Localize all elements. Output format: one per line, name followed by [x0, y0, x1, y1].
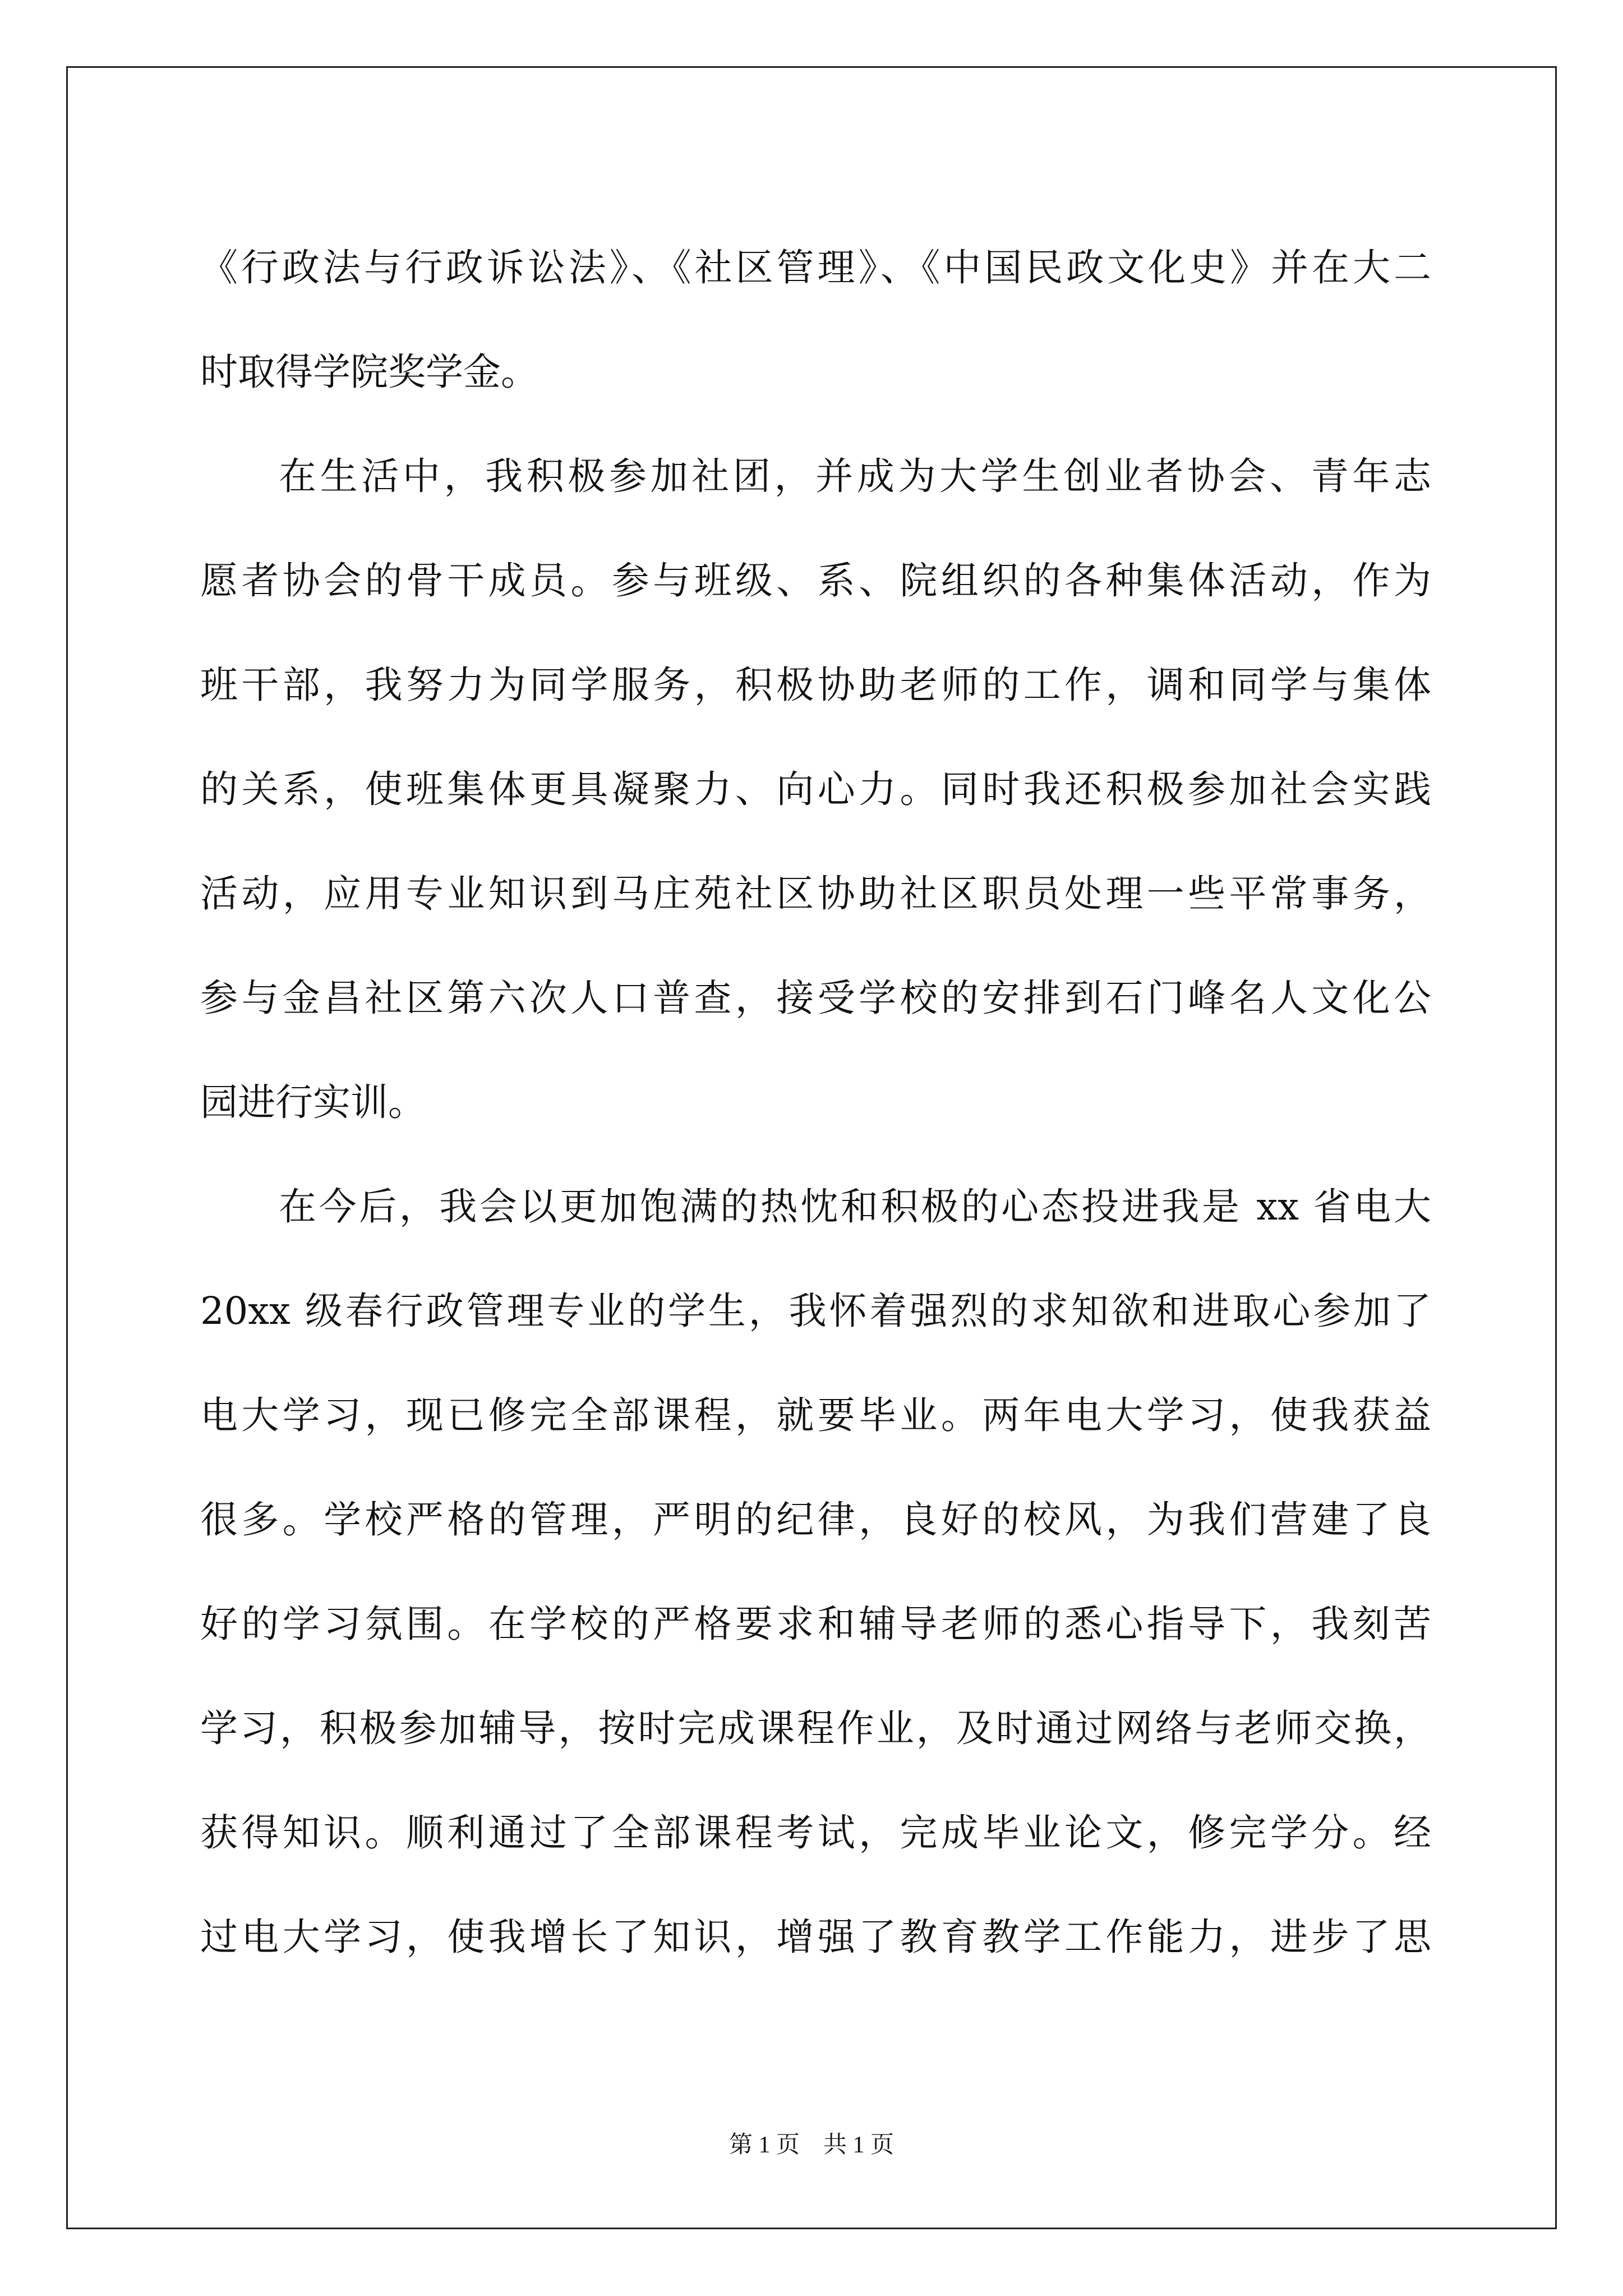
text-line: 愿者协会的骨干成员。参与班级、系、院组织的各种集体活动，作为: [200, 559, 1431, 602]
text-line: 学习，积极参加辅导，按时完成课程作业，及时通过网络与老师交换，: [200, 1706, 1431, 1750]
text-line: 在今后，我会以更加饱满的热忱和积极的心态投进我是 xx 省电大: [279, 1185, 1431, 1228]
page-footer: 第 1 页 共 1 页: [728, 2132, 894, 2158]
text-line: 的关系，使班集体更具凝聚力、向心力。同时我还积极参加社会实践: [200, 767, 1431, 811]
text-line: 20xx 级春行政管理专业的学生，我怀着强烈的求知欲和进取心参加了: [200, 1289, 1431, 1333]
text-line: 园进行实训。: [200, 1080, 426, 1124]
text-line: 参与金昌社区第六次人口普查，接受学校的安排到石门峰名人文化公: [200, 976, 1431, 1020]
text-line: 好的学习氛围。在学校的严格要求和辅导老师的悉心指导下，我刻苦: [200, 1602, 1431, 1646]
text-line: 电大学习，现已修完全部课程，就要毕业。两年电大学习，使我获益: [200, 1393, 1431, 1437]
text-line: 活动，应用专业知识到马庄苑社区协助社区职员处理一些平常事务，: [200, 872, 1431, 915]
text-line: 《行政法与行政诉讼法》、《社区管理》、《中国民政文化史》并在大二: [200, 246, 1431, 289]
text-line: 过电大学习，使我增长了知识，增强了教育教学工作能力，进步了思: [200, 1915, 1431, 1959]
text-line: 在生活中，我积极参加社团，并成为大学生创业者协会、青年志: [279, 454, 1431, 498]
document-body: [200, 215, 1431, 1989]
text-line: 很多。学校严格的管理，严明的纪律，良好的校风，为我们营建了良: [200, 1498, 1431, 1542]
text-line: 获得知识。顺利通过了全部课程考试，完成毕业论文，修完学分。经: [200, 1811, 1431, 1855]
text-line: 班干部，我努力为同学服务，积极协助老师的工作，调和同学与集体: [200, 663, 1431, 707]
text-line: 时取得学院奖学金。: [200, 350, 538, 394]
